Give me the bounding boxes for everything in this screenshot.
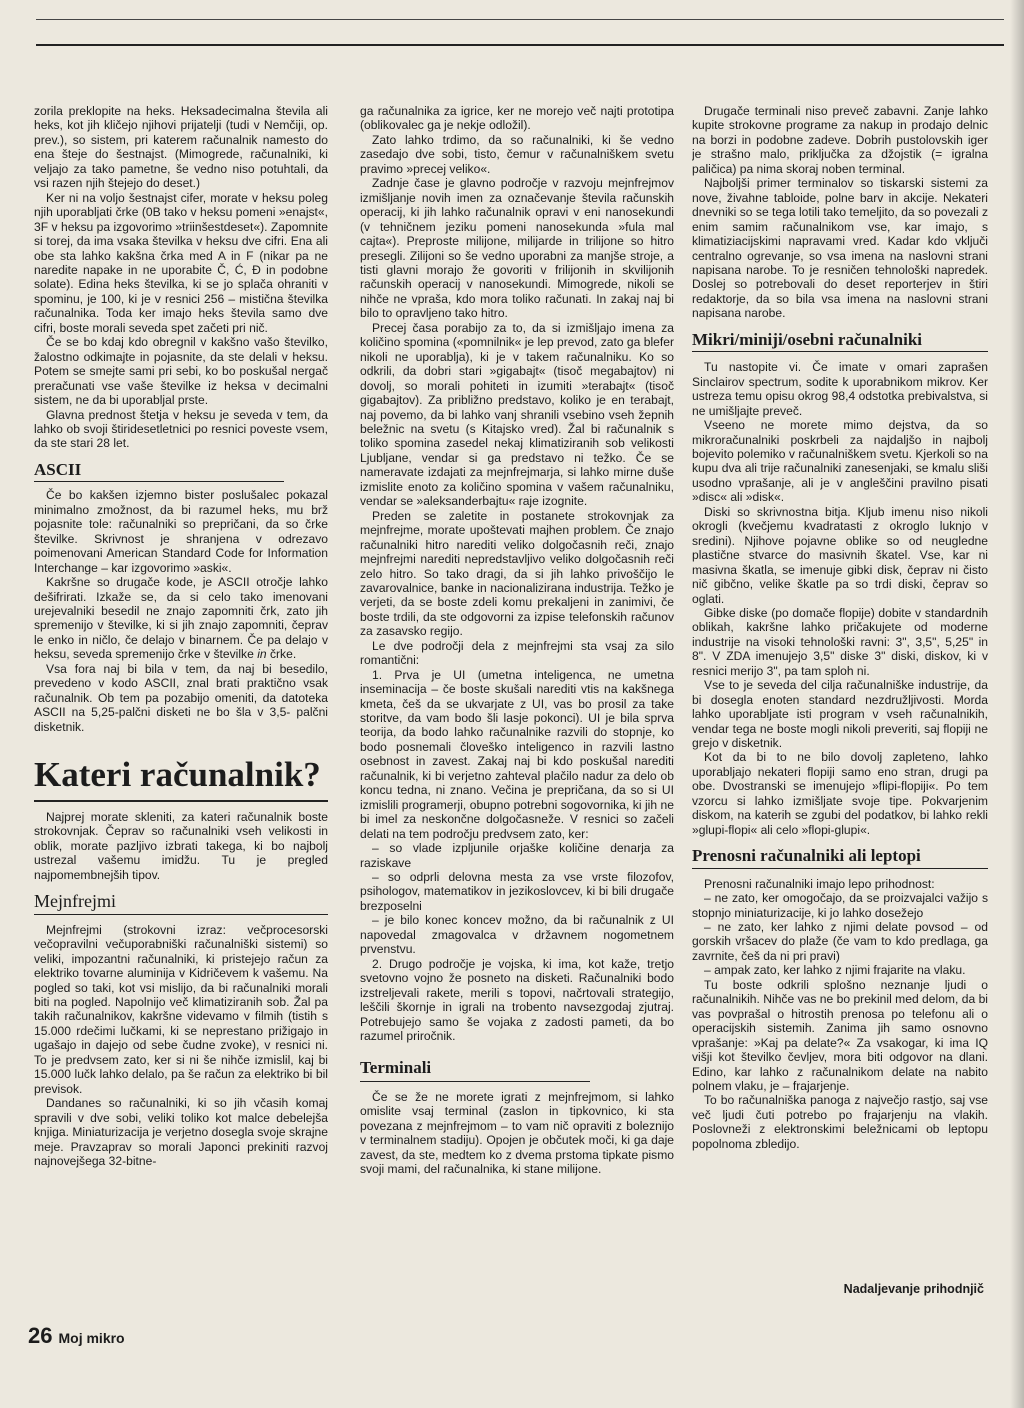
paragraph: Prenosni računalniki imajo lepo prihodnost: bbox=[704, 876, 935, 891]
section-title-kateri-racunalnik: Kateri računalnik? bbox=[34, 756, 328, 802]
paragraph-text: Kakršne so drugače kode, je ASCII otročje lahko dešifrirati. Izkaže se, da si celo tako imenovani urejevalniki besedil ne znajo zapomniti črk, zato jih spremenijo v številke, ki si jih znajo zapomniti, čeprav le enko in ničlo, če delajo v binarnem. Če pa delajo v heksu, seveda spremenijo črke v številke bbox=[34, 575, 328, 662]
paragraph: Zadnje čase je glavno področje v razvoju mejnfrejmov izmišljanje novih imen za označevanje števila računskih operacij, ki jih lahko računalnik opravi v eni nanosekundi (v tehničnem jeziku pomeni nanosekunda »fula mal cajta«). Preproste milijone, milijarde in trilijone so hitro presegli. Zilijoni so še vedno uporabni za manjše stroje, a tisti glavni morajo že govoriti v frilijonih in skvilijonih računskih operacij v nanosekundi. Mimogrede, nikoli se nihče ne vpraša, kdo mora toliko računati. In zakaj naj bi bilo to opravljeno tako hitro. bbox=[360, 176, 674, 321]
paragraph: Le dve področji dela z mejnfrejmi sta vsaj za silo romantični: bbox=[360, 638, 674, 668]
paragraph: Mejnfrejmi (strokovni izraz: večprocesorski večopravilni večuporabniški računalniški sistemi) so veliki, impozantni računalniki, ki pristejejo račun za elektriko tovarne aluminija v Kidričevem k vašemu. Na pogled so taki, kot vsi mislijo, da bi računalniki morali biti na pogled. Napolnijo več klimatiziranih sob. Žal pa takih računalnikov, kakršne videvamo v filmih (tistih s 15.000 rdečimi lučkami, ki se neprestano prižigajo in ugašajo in dajejo od sebe čudne zvoke), v resnici ni. To je predvsem zato, ker si ni še nihče izmislil, kaj bi 15.000 lučk lahko delalo, pa še račun za elektriko bi bil previsok. bbox=[34, 922, 328, 1096]
paragraph: Vsa fora naj bi bila v tem, da naj bi besedilo, prevedeno v kodo ASCII, znal brati praktično vsak računalnik. Ob tem pa pozabijo omeniti, da datoteka ASCII na 5,25-palčni disketi ne bo šla v 3,5- palčni disketnik. bbox=[34, 661, 328, 734]
paragraph: Precej časa porabijo za to, da si izmišljajo imena za količino spomina («pomnilnik« je lep prevod, zato ga blefer nikoli ne uporablja), ki je v takem računalniku. Ko so odkrili, da dobri stari »gigabajt« (tisoč megabajtov) ni dovolj, so morali pohiteti in izumiti »terabajt« (tisoč gigabajtov). Za približno predstavo, koliko je en terabajt, naj povemo, da bi lahko vanj shranili vsebino vseh žepnih beležnic na svetu (s Kitajsko vred). Žal bi računalnik s toliko spomina zasedel nekaj klimatiziranih sob velikosti Ljubljane, vendar si ga predstavo ni težko. Če se nameravate izdajati za mejnfrejmarja, si lahko mirne duše izmislite enoto za količino spomina v vašem računalniku, vendar se »aleksanderbajtu« raje izognite. bbox=[360, 320, 674, 509]
paragraph: Kot da bi to ne bilo dovolj zapleteno, lahko uporabljajo nekateri flopiji samo eno stran, drugi pa obe. Dvostranski se imenujejo »flipi-flopiji«. Po tem vzorcu si lahko izmišljate svoje tipe. Pokvarjenim diskom, na katerih se zgubi del podatkov, bi lahko rekli »glupi-flopi« ali celo »flopi-glupi«. bbox=[692, 750, 988, 837]
paragraph: Najprej morate skleniti, za kateri računalnik boste strokovnjak. Čeprav so računalniki vseh velikosti in oblik, morate pazljivo izbrati takega, ki bo najbolj ustrezal vašemu imidžu. Tu je pregled najpomembnejših tipov. bbox=[34, 810, 328, 882]
page-number: 26 bbox=[28, 1323, 53, 1348]
paragraph: 2. Drugo področje je vojska, ki ima, kot kaže, tretjo svetovno vojno že posneto na disketi. Računalniki bodo izstreljevali rakete, merili s topovi, načrtovali strategijo, leščili škornje in igrali na trobento navsezgodaj zjutraj. Potrebujejo samo še vojaka z zadosti pameti, da bo razumel priročnik. bbox=[360, 956, 674, 1043]
paragraph: 1. Prva je UI (umetna inteligenca, ne umetna inseminacija – če boste skušali narediti vtis na kakšnega kmeta, češ da se ukvarjate z UI, vas bo prosil za take storitve, da vam bodo šli lasje pokonci). UI je bila sprva teorija, da bodo lahko računalnike razvili do stopnje, ko bodo posnemali človeško inteligenco in razvili lastno osebnost in zavest. Zakaj naj bi kdo poskušal narediti računalnik, ki bi verjetno zahteval plačilo nadur za delo ob koncu tedna, ni znano. Večina je prepričana, da so si UI izmislili programerji, obupno potrebni sogovornika, ki jih ne bi imel za neskončne dolgočasneže. V resnici so začeli delati na tem področju predvsem zato, ker: bbox=[360, 667, 674, 841]
page-edge-shadow bbox=[1010, 0, 1024, 1408]
paragraph: Najboljši primer terminalov so tiskarski sistemi za nove, živahne tabloide, polne barv in akcije. Nekateri dnevniki so se tega lotili tako temeljito, da so povezali z enim samim računalnikom vse, kar imajo, s klimatiziacijskimi napravami vred. Kadar kdo vključi centralno ogrevanje, so vsa imena na naslovni strani napisana narobe. To je resničen tehnološki napredek. Doslej so potrebovali do deset reporterjev in štiri redaktorje, da so bila vsa imena na naslovni strani napisana narobe. bbox=[692, 176, 988, 321]
paragraph: – je bilo konec koncev možno, da bi računalnik z UI napovedal zmagovalca v državnem nogometnem prvenstvu. bbox=[360, 913, 674, 957]
paragraph: Vseeno ne morete mimo dejstva, da so mikroračunalniki poskrbeli za najdaljšo in najbolj bojevito polemiko v računalniškem svetu. Kjerkoli so na kupu dva ali trije računalniki zanesenjaki, se kmalu sliši usodno vprašanje, ali je v angleščini pravilno pisati »disc« ali »disk«. bbox=[692, 418, 988, 505]
column-2 bbox=[360, 104, 674, 1346]
paragraph: Če se bo kdaj kdo obregnil v kakšno vašo številko, žalostno odkimajte in pojasnite, da ste delali v heksu. Potem se smejte sami pri sebi, ko bo poskušal nergač preračunati vse vaše številke iz heksa v decimalni sistem, ne da bi uporabljal prste. bbox=[34, 335, 328, 408]
paragraph: Tu nastopite vi. Če imate v omari zaprašen Sinclairov spectrum, sodite k uporabnikom mikrov. Ker ustreza temu opisu okrog 98,4 odstotka prebivalstva, si ne umišljajte preveč. bbox=[692, 360, 988, 418]
paragraph: zorila preklopite na heks. Heksadecimalna števila ali heks, kot jih kličejo njihovi prijatelji (tudi v Nemčiji, op. prev.), so sistem, pri katerem računalnik namesto do ena šteje do šestnajst. (Mimogrede, računalniki, ki veljajo za tako pametne, še vedno niso potuhtali, da vsi razen njih štejejo do deset.) bbox=[34, 104, 328, 191]
column-3 bbox=[692, 104, 988, 1346]
paragraph: ga računalnika za igrice, ker ne morejo več najti prototipa (oblikovalec ga je nekje odložil). bbox=[360, 104, 674, 133]
paragraph: Preden se zaletite in postanete strokovnjak za mejnfrejme, morate upoštevati majhen problem. Če znajo računalniki hitro narediti veliko dolgočasnih reči, znajo mejnfrejmi narediti nepredstavljivo veliko dolgočasnih reči zelo hitro. So tako dragi, da si jih lahko privoščijo le zavarovalnice, banke in nacionalizirana industrija. Težko je verjeti, da se boste zdeli komu prekaljeni in zanimivi, če boste trdili, da ste odgovorni za izpise telefonskih računov za zasavsko regijo. bbox=[360, 508, 674, 639]
italic-word: in bbox=[257, 647, 267, 662]
paragraph: – ne zato, ker lahko z njimi delate povsod – od gorskih vršacev do plaže (če vam to kdo predlaga, ga zavrnite, češ da ni pri pravi) bbox=[692, 920, 988, 963]
paragraph: – ne zato, ker omogočajo, da se proizvajalci važijo s stopnjo miniaturizacije, ki jo lahko dosežejo bbox=[692, 891, 988, 920]
paragraph: Gibke diske (po domače flopije) dobite v standardnih oblikah, kakršne lahko pričakujete od moderne industrije na visoki tehnološki ravni: 3", 3,5", 5,25" in 8". V ZDA imenujejo 3,5" diske 3" diski, diskov, ki v resnici merijo 3", pa tam sploh ni. bbox=[692, 605, 988, 678]
heading-mikri: Mikri/miniji/osebni računalniki bbox=[692, 333, 988, 352]
paragraph: Če se že ne morete igrati z mejnfrejmom, si lahko omislite vsaj terminal (zaslon in tipkovnico, ki sta povezana z mejnfrejmom – to vam nič opraviti z boleznijo v terminalnem stadiju). Opojen je občutek moči, ki ga daje zavest, da ste, medtem ko z dvema prstoma tipkate pismo svoji mami, del računalnika, ki stane milijone. bbox=[360, 1089, 674, 1177]
paragraph: To bo računalniška panoga z največjo rastjo, saj vse več ljudi čuti potrebo po frajarjenju na vlakih. Poslovneži z elektronskimi beležnicami ob leptopu popolnoma zbledijo. bbox=[692, 1093, 988, 1151]
paragraph: – so odprli delovna mesta za vse vrste filozofov, psihologov, matematikov in jezikoslovcev, ki bi bili drugače brezposelni bbox=[360, 870, 674, 913]
paragraph: Glavna prednost štetja v heksu je seveda v tem, da lahko ob svoji štiridesetletnici po resnici poveste vsem, da ste stari 28 let. bbox=[34, 407, 328, 451]
paragraph: Tu boste odkrili splošno neznanje ljudi o računalnikih. Nihče vas ne bo prekinil med delom, da bi vas povprašal o hitrostih prenosa po telefonu ali o operacijskih sistemih. Zanima jih samo osnovno vprašanje: »Kaj pa delate?« Za vsakogar, ki ima IQ višji kot številko čevljev, mora biti odgovor na dlani. Edino, kar lahko z računalnikom delate na nabito polnem vlaku, je – frajarjenje. bbox=[692, 977, 988, 1093]
paragraph: – ampak zato, ker lahko z njimi frajarite na vlaku. bbox=[704, 963, 966, 978]
heading-terminali: Terminali bbox=[360, 1061, 590, 1081]
paragraph-text: črke. bbox=[269, 647, 297, 662]
magazine-name: Moj mikro bbox=[58, 1330, 125, 1346]
paragraph bbox=[34, 575, 328, 662]
paragraph: Vse to je seveda del cilja računalniške industrije, da bi dosegla enoten standard nezdružljivosti. Morda lahko uporabljate isti program v vseh računalnikih, vendar tega ne boste mogli nikoli preveriti, saj flopiji ne grejo v disketnik. bbox=[692, 678, 988, 751]
heading-prenosni: Prenosni računalniki ali leptopi bbox=[692, 849, 988, 868]
top-rule-thick bbox=[36, 44, 1004, 46]
column-1 bbox=[34, 104, 328, 1346]
continuation-note: Nadaljevanje prihodnjič bbox=[843, 1282, 984, 1296]
paragraph: Zato lahko trdimo, da so računalniki, ki še vedno zasedajo dve sobi, tisto, čemur v računalniškem svetu pravimo »precej veliko«. bbox=[360, 132, 674, 176]
paragraph: Če bo kakšen izjemno bister poslušalec pokazal minimalno zmožnost, da bi razumel heks, mu brž pojasnite tole: računalniki so prepričani, da so črke številke. Skrivnost je shranjena v odrezavo poimenovani American Standard Code for Information Interchange – kar izgovorimo »aski«. bbox=[34, 488, 328, 575]
paragraph: Drugače terminali niso preveč zabavni. Zanje lahko kupite strokovne programe za nakup in prodajo delnic na borzi in podobne zadeve. Dobrih pustolovskih iger je strašno malo, priključka za džojstik (= igralna paličica) pa nima skoraj noben terminal. bbox=[692, 104, 988, 176]
paragraph: Diski so skrivnostna bitja. Kljub imenu niso nikoli okrogli (kvečjemu kvadratasti z okroglo luknjo v sredini). Njihove pojavne oblike so od neugledne plastične stvarce do masivnih škatel. Vse, kar ni masivna škatla, se imenuje gibki disk, čeprav ni čisto nič gibčno, velike škatle pa so trdi diski, čeprav so oglati. bbox=[692, 504, 988, 606]
paragraph: Ker ni na voljo šestnajst cifer, morate v heksu poleg njih uporabljati črke (0B tako v heksu pomeni »enajst«, 3F v heksu pa izgovorimo »triinšestdeset«). Zapomnite si torej, da ima vsaka številka v heksu dve cifri. Ena ali obe sta lahko kakšna črka med A in F (nikar pa ne naredite napake in ne uporabite Č, Ć, Đ in podobne solate). Edina heks številka, ki se jo splača ohraniti v spominu, je 100, ki je v resnici 256 – mistična številka računalnika. Toda ker imajo heks števila samo dve cifri, boste morali seveda spet začeti pri nič. bbox=[34, 190, 328, 335]
heading-mejnfrejmi: Mejnfrejmi bbox=[34, 894, 328, 914]
paragraph: Dandanes so računalniki, ki so jih včasih komaj spravili v dve sobi, veliki toliko kot malce debelejša knjiga. Miniaturizacija je verjetno dosegla svoje skrajne meje. Pravzaprav so morali Japonci prekiniti razvoj najnovejšega 32-bitne- bbox=[34, 1096, 328, 1168]
page-footer bbox=[28, 1323, 125, 1349]
top-rule-thin bbox=[36, 19, 1004, 20]
paragraph: – so vlade izpljunile orjaške količine denarja za raziskave bbox=[360, 841, 674, 870]
heading-ascii: ASCII bbox=[34, 463, 284, 482]
